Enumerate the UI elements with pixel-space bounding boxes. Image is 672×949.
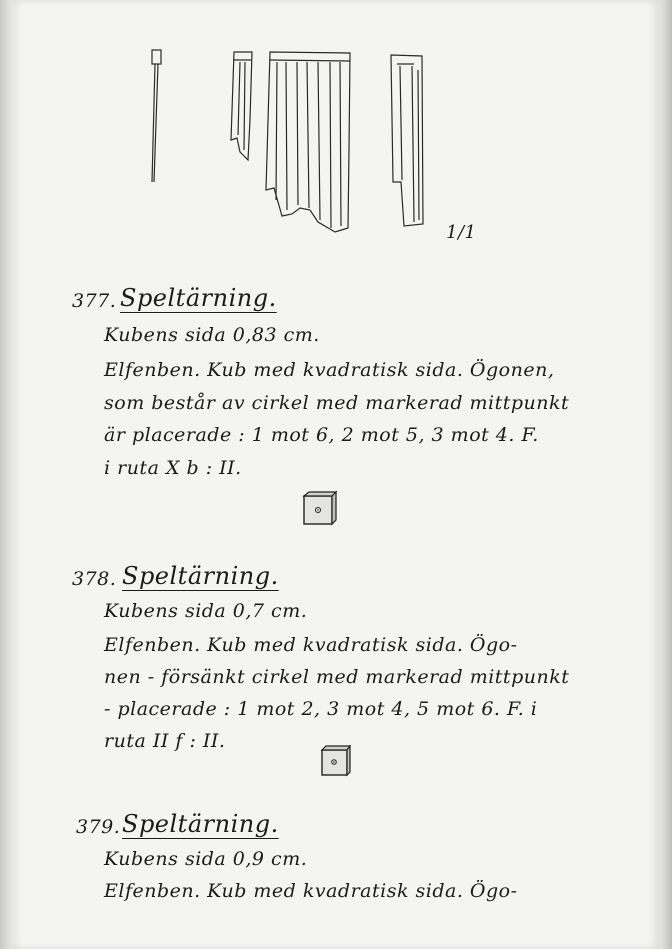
entry-line: i ruta X b : II. (104, 457, 242, 479)
angle-piece-sketch (391, 55, 423, 226)
entry-number: 377. (72, 290, 117, 312)
entry-line: Kubens sida 0,83 cm. (104, 324, 320, 346)
scale-label: 1/1 (446, 222, 477, 243)
entry-line: nen - försänkt cirkel med markerad mittpunkt (104, 666, 570, 688)
narrow-strip-sketch (231, 52, 252, 160)
entry-line: som består av cirkel med markerad mittpunkt (104, 392, 570, 414)
entry-line: ruta II f : II. (104, 730, 226, 752)
entry-line: Elfenben. Kub med kvadratisk sida. Ögo- (104, 880, 518, 902)
entry-title: Speltärning. (120, 284, 277, 312)
entry-title: Speltärning. (122, 562, 279, 590)
entry-title: Speltärning. (122, 810, 279, 838)
wide-plate-sketch (266, 52, 350, 232)
entry-line: Kubens sida 0,9 cm. (104, 848, 308, 870)
entry-line: Kubens sida 0,7 cm. (104, 600, 308, 622)
entry-line: - placerade : 1 mot 2, 3 mot 4, 5 mot 6. F. i (104, 698, 538, 720)
die-sketch (302, 490, 338, 526)
artifact-drawing (0, 0, 672, 260)
entry-line: Elfenben. Kub med kvadratisk sida. Ögo- (104, 634, 518, 656)
pin-sketch (152, 50, 161, 182)
entry-number: 379. (76, 816, 121, 838)
die-sketch (320, 745, 352, 777)
entry-line: är placerade : 1 mot 6, 2 mot 5, 3 mot 4. F. (104, 424, 539, 446)
entry-number: 378. (72, 568, 117, 590)
entry-line: Elfenben. Kub med kvadratisk sida. Ögonen, (104, 359, 555, 381)
